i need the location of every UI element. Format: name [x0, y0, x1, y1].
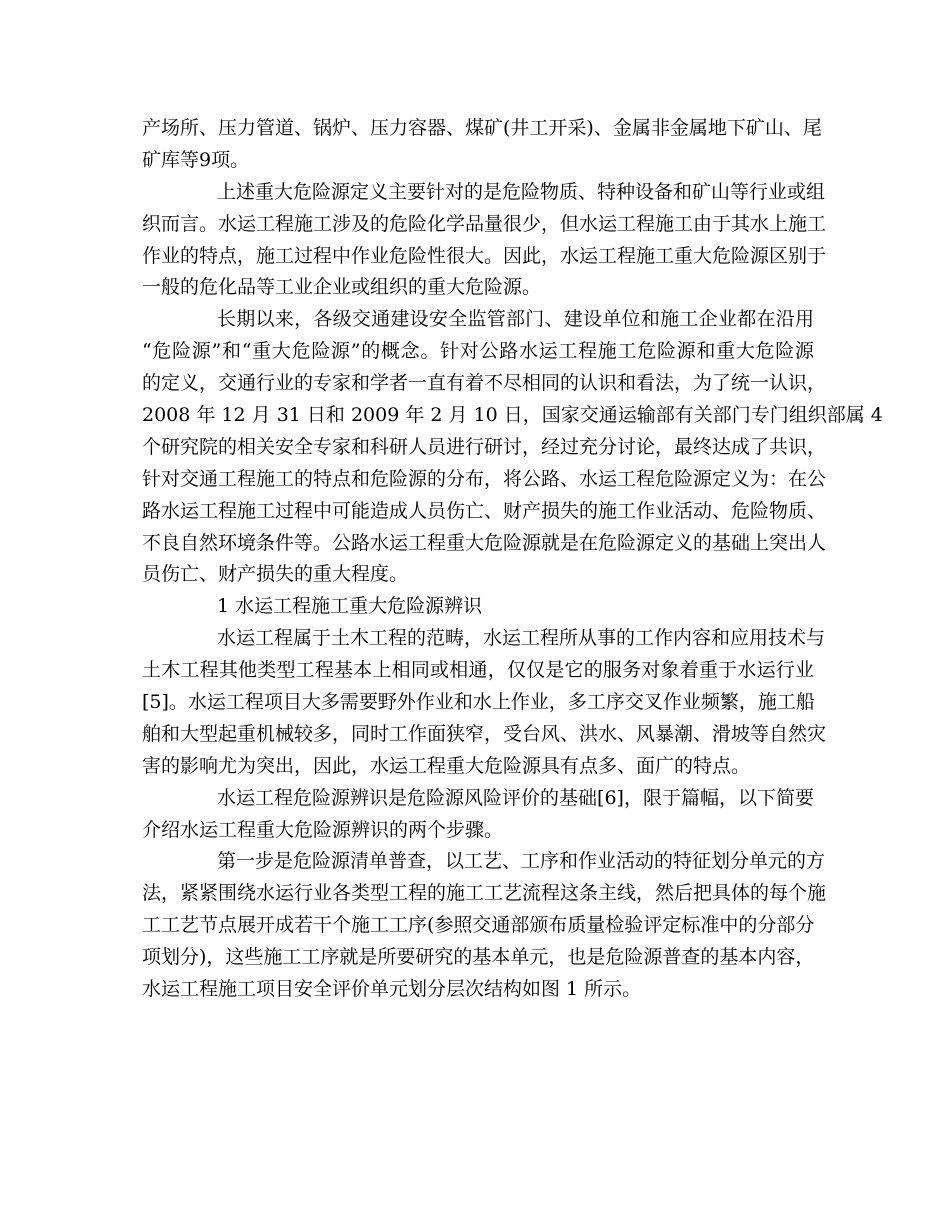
- text-line: 个研究院的相关安全专家和科研人员进行研讨，经过充分讨论，最终达成了共识，: [142, 435, 827, 458]
- text-line: 织而言。水运工程施工涉及的危险化学品量很少，但水运工程施工由于其水上施工: [142, 212, 827, 235]
- text-line: “危险源”和“重大危险源”的概念。针对公路水运工程施工危险源和重大危险源: [142, 340, 814, 363]
- text-line: 舶和大型起重机械较多，同时工作面狭窄，受台风、洪水、风暴潮、滑坡等自然灾: [142, 722, 827, 745]
- text-line: 水运工程危险源辨识是危险源风险评价的基础[6]，限于篇幅，以下简要: [217, 786, 814, 809]
- text-line: 上述重大危险源定义主要针对的是危险物质、特种设备和矿山等行业或组: [217, 180, 826, 203]
- text-line: 矿库等9项。: [142, 148, 250, 171]
- text-line: 针对交通工程施工的特点和危险源的分布，将公路、水运工程危险源定义为：在公: [142, 467, 827, 490]
- text-line: 长期以来，各级交通建设安全监管部门、建设单位和施工企业都在沿用: [217, 308, 814, 331]
- text-line: 的定义，交通行业的专家和学者一直有着不尽相同的认识和看法，为了统一认识，: [142, 372, 827, 395]
- text-line: 害的影响尤为突出，因此，水运工程重大危险源具有点多、面广的特点。: [142, 754, 751, 777]
- text-line: 作业的特点，施工过程中作业危险性很大。因此，水运工程施工重大危险源区别于: [142, 244, 827, 267]
- text-line: 工工艺节点展开成若干个施工工序(参照交通部颁布质量检验评定标准中的分部分: [142, 914, 815, 937]
- text-line: 产场所、压力管道、锅炉、压力容器、煤矿(井工开采)、金属非金属地下矿山、尾: [142, 117, 822, 139]
- text-line: 介绍水运工程重大危险源辨识的两个步骤。: [142, 818, 504, 841]
- text-line: 不良自然环境条件等。公路水运工程重大危险源就是在危险源定义的基础上突出人: [142, 531, 827, 554]
- text-line: 路水运工程施工过程中可能造成人员伤亡、财产损失的施工作业活动、危险物质、: [142, 499, 827, 522]
- text-line: 法，紧紧围绕水运行业各类型工程的施工工艺流程这条主线，然后把具体的每个施: [142, 882, 827, 905]
- text-line: 2008 年 12 月 31 日和 2009 年 2 月 10 日，国家交通运输部有关部门专门组织部属 4: [142, 404, 883, 427]
- text-line: 一般的危化品等工业企业或组织的重大危险源。: [142, 276, 542, 299]
- text-line: 第一步是危险源清单普查，以工艺、工序和作业活动的特征划分单元的方: [217, 850, 826, 873]
- body-text: [142, 113, 883, 1006]
- text-line: 土木工程其他类型工程基本上相同或相通，仅仅是它的服务对象着重于水运行业: [142, 659, 814, 682]
- text-line: 水运工程属于土木工程的范畴，水运工程所从事的工作内容和应用技术与: [217, 627, 826, 650]
- text-line: 1 水运工程施工重大危险源辨识: [217, 595, 483, 618]
- text-line: 员伤亡、财产损失的重大程度。: [142, 563, 409, 586]
- text-line: 项划分)，这些施工工序就是所要研究的基本单元，也是危险源普查的基本内容，: [142, 946, 815, 969]
- text-line: 水运工程施工项目安全评价单元划分层次结构如图 1 所示。: [142, 978, 642, 1001]
- text-line: [5]。水运工程项目大多需要野外作业和水上作业，多工序交叉作业频繁，施工船: [142, 691, 815, 714]
